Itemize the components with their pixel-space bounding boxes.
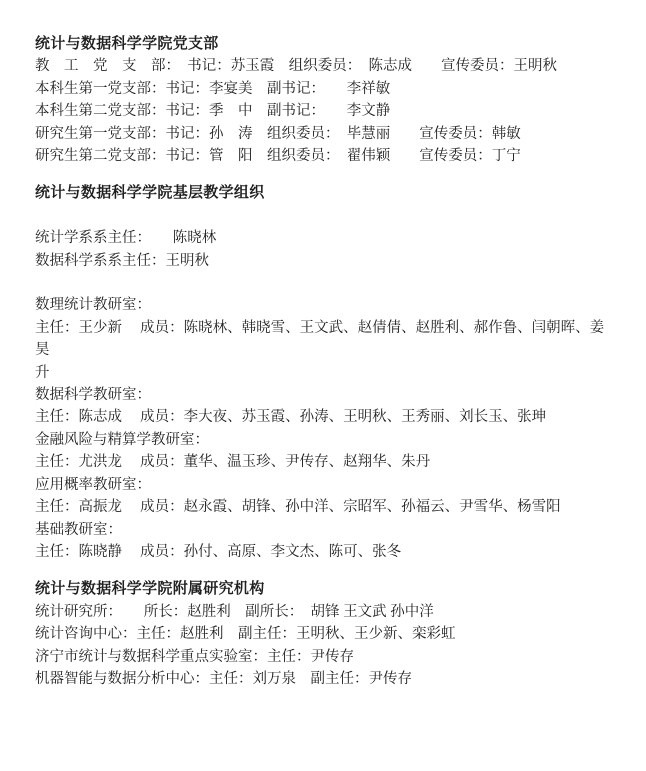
text-line: 统计研究所： 所长：赵胜利 副所长： 胡锋 王文武 孙中洋 [35, 603, 434, 620]
section-title-party-branches: 统计与数据科学学院党支部 [35, 36, 219, 52]
section-title-research-institutions: 统计与数据科学学院附属研究机构 [35, 581, 265, 598]
text-line: 主任：王少新 成员：陈晓林、韩晓雪、王文武、赵倩倩、赵胜利、郝作鲁、闫朝晖、姜昊 [35, 319, 605, 359]
text-line: 统计咨询中心：主任：赵胜利 副主任：王明秋、王少新、栾彩虹 [35, 626, 456, 643]
text-line: 主任：尤洪龙 成员：董华、温玉珍、尹传存、赵翔华、朱丹 [35, 454, 431, 471]
section-teaching-organizations [35, 182, 618, 563]
text-line: 升 [35, 364, 50, 381]
text-line: 研究生第一党支部：书记：孙 涛 组织委员： 毕慧丽 宣传委员：韩敏 [35, 125, 521, 142]
text-line: 数理统计教研室： [35, 297, 151, 314]
text-line: 统计学系系主任： 陈晓林 [35, 230, 217, 247]
blank-line [35, 205, 618, 227]
blank-line [35, 272, 618, 294]
section-research-institutions [35, 578, 618, 690]
text-line: 济宁市统计与数据科学重点实验室：主任：尹传存 [35, 648, 354, 665]
text-line: 本科生第二党支部：书记：季 中 副书记： 李文静 [35, 103, 391, 120]
text-line: 机器智能与数据分析中心：主任：刘万泉 副主任：尹传存 [35, 670, 412, 687]
text-line: 教 工 党 支 部： 书记：苏玉霞 组织委员： 陈志成 宣传委员：王明秋 [35, 58, 557, 75]
text-line: 数据科学教研室： [35, 387, 151, 404]
section-party-branches [35, 33, 618, 167]
text-line: 主任：陈志成 成员：李大夜、苏玉霞、孙涛、王明秋、王秀丽、刘长玉、张珅 [35, 409, 547, 426]
text-line: 本科生第一党支部：书记：李宴美 副书记： 李祥敏 [35, 80, 391, 97]
text-line: 基础教研室： [35, 521, 122, 538]
text-line: 主任：陈晓静 成员：孙付、高原、李文杰、陈可、张冬 [35, 543, 402, 560]
text-line: 研究生第二党支部：书记：管 阳 组织委员： 翟伟颖 宣传委员：丁宁 [35, 148, 521, 165]
section-title-teaching-organizations: 统计与数据科学学院基层教学组织 [35, 185, 265, 202]
text-line: 金融风险与精算学教研室： [35, 431, 209, 448]
text-line: 主任：高振龙 成员：赵永霞、胡锋、孙中洋、宗昭军、孙福云、尹雪华、杨雪阳 [35, 499, 561, 516]
text-line: 数据科学系系主任：王明秋 [35, 252, 209, 269]
text-line: 应用概率教研室： [35, 476, 151, 493]
